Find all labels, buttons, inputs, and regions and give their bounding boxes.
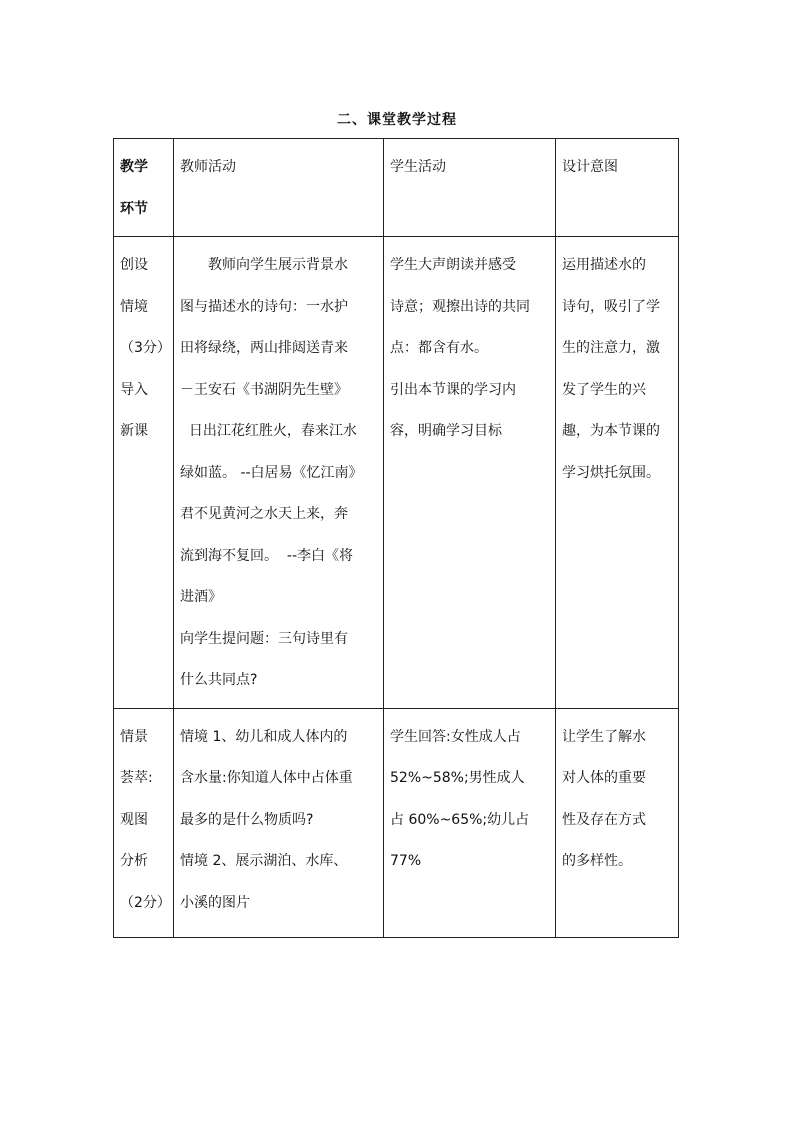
- header-stage: [114, 139, 174, 237]
- stage-cell: [114, 708, 174, 937]
- teacher-line: 进酒》: [180, 589, 222, 605]
- teacher-line: 田将绿绕，两山排闼送青来: [180, 340, 348, 356]
- teacher-line: 日出江花红胜火，春来江水: [180, 423, 357, 439]
- page-title: 二、课堂教学过程: [337, 112, 457, 128]
- student-line: 学生回答:女性成人占: [390, 728, 521, 745]
- stage-line: 观图: [120, 811, 148, 828]
- header-intent: [556, 139, 679, 237]
- student-cell: [384, 708, 556, 937]
- teacher-line: 君不见黄河之水天上来，奔: [180, 506, 348, 522]
- teacher-line: 小溪的图片: [180, 894, 250, 911]
- teacher-line: 含水量:你知道人体中占体重: [180, 770, 353, 786]
- student-cell: [384, 237, 556, 709]
- stage-line: 导入: [120, 381, 148, 398]
- header-stage-line: 教学: [120, 159, 148, 175]
- intent-line: 诗句，吸引了学: [562, 298, 660, 315]
- teacher-line: 图与描述水的诗句：一水护: [180, 298, 348, 315]
- header-student: [384, 139, 556, 237]
- stage-line: 新课: [120, 423, 148, 439]
- table-row: [114, 237, 679, 709]
- teacher-line: 什么共同点?: [180, 672, 258, 688]
- teacher-line: 情境 2、展示湖泊、水库、: [180, 853, 348, 869]
- student-line: 学生大声朗读并感受: [390, 257, 516, 273]
- teacher-cell: [174, 708, 384, 937]
- student-line: 77%: [390, 853, 422, 869]
- stage-line: 情境: [120, 298, 148, 315]
- teacher-line: 流到海不复回。 --李白《将: [180, 547, 354, 564]
- student-line: 点：都含有水。: [390, 340, 488, 356]
- stage-line: 分析: [120, 853, 148, 869]
- stage-line: 情景: [120, 728, 148, 745]
- teacher-line: 绿如蓝。 --白居易《忆江南》: [180, 464, 363, 481]
- student-line: 诗意；观擦出诗的共同: [390, 298, 530, 315]
- intent-line: 的多样性。: [562, 853, 632, 869]
- student-line: 引出本节课的学习内: [390, 381, 516, 398]
- stage-line: （2分）: [120, 894, 171, 911]
- intent-line: 发了学生的兴: [562, 381, 646, 398]
- header-teacher-label: 教师活动: [180, 159, 236, 175]
- header-intent-label: 设计意图: [562, 159, 618, 175]
- intent-line: 学习烘托氛围。: [562, 464, 660, 481]
- teacher-cell: [174, 237, 384, 709]
- header-stage-line: 环节: [120, 200, 148, 217]
- table-row: [114, 708, 679, 937]
- student-line: 占 60%~65%;幼儿占: [390, 811, 530, 828]
- table-header-row: [114, 139, 679, 237]
- stage-line: 荟萃:: [120, 770, 153, 786]
- student-line: 容，明确学习目标: [390, 423, 502, 439]
- teacher-line: －王安石《书湖阴先生壁》: [180, 381, 348, 398]
- stage-line: 创设: [120, 257, 148, 273]
- lesson-process-table: [113, 138, 679, 938]
- intent-line: 生的注意力，激: [562, 340, 660, 356]
- intent-line: 性及存在方式: [562, 811, 646, 828]
- intent-line: 对人体的重要: [562, 770, 646, 786]
- intent-cell: [556, 708, 679, 937]
- intent-line: 运用描述水的: [562, 257, 646, 273]
- teacher-line: 教师向学生展示背景水: [208, 257, 348, 273]
- intent-cell: [556, 237, 679, 709]
- intent-line: 趣，为本节课的: [562, 423, 660, 439]
- teacher-line: 向学生提问题：三句诗里有: [180, 630, 348, 647]
- student-line: 52%~58%;男性成人: [390, 770, 525, 786]
- stage-line: （3分）: [120, 340, 171, 356]
- intent-line: 让学生了解水: [562, 728, 646, 745]
- teacher-line: 情境 1、幼儿和成人体内的: [180, 728, 348, 745]
- header-teacher: [174, 139, 384, 237]
- stage-cell: [114, 237, 174, 709]
- header-student-label: 学生活动: [390, 159, 446, 175]
- teacher-line: 最多的是什么物质吗?: [180, 811, 314, 828]
